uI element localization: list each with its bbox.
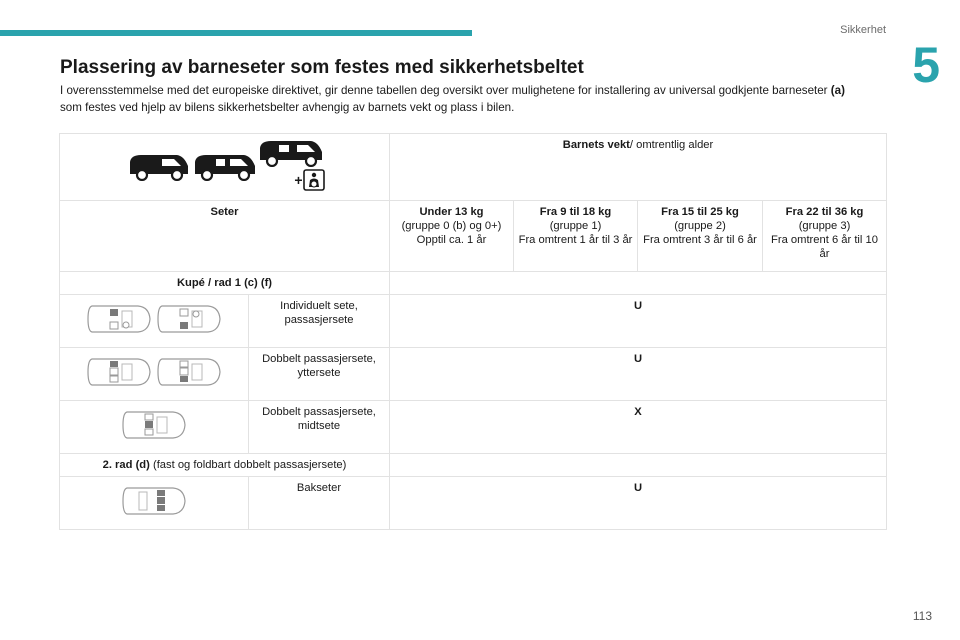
group-number: (gruppe 0 (b) og 0+) <box>401 220 502 232</box>
seats-header-cell <box>60 201 390 272</box>
seat-value: X <box>634 406 642 418</box>
seat-value: U <box>633 300 643 312</box>
seat-label-cell <box>249 401 390 454</box>
seat-label-cell <box>249 348 390 401</box>
header-accent-bar <box>0 30 472 36</box>
group-weight: Under 13 kg <box>419 206 484 218</box>
table-row <box>60 348 887 401</box>
group-age: Opptil ca. 1 år <box>416 234 487 246</box>
seat-figure-cell <box>60 477 249 530</box>
car-topview-icon <box>86 302 152 336</box>
seat-figure-cell <box>60 401 249 454</box>
group-weight: Fra 9 til 18 kg <box>539 206 612 218</box>
seat-value: U <box>633 482 643 494</box>
group-number: (gruppe 2) <box>674 220 726 232</box>
airbag-warning-icon <box>303 169 325 191</box>
section-row-2-bold: 2. rad (d) <box>102 459 150 471</box>
section-row-1 <box>60 272 390 295</box>
seat-value-cell <box>390 295 887 348</box>
group-weight: Fra 15 til 25 kg <box>661 206 739 218</box>
seats-label: Seter <box>210 206 239 218</box>
seat-figure-cell <box>60 295 249 348</box>
group-header-0 <box>390 201 514 272</box>
seat-value-cell <box>390 401 887 454</box>
van-short-icon <box>127 149 191 181</box>
car-topview-icon <box>121 408 187 442</box>
seat-label: Individuelt sete, passasjersete <box>280 300 358 326</box>
group-header-1 <box>514 201 638 272</box>
page-title: Plassering av barneseter som festes med sikkerhetsbeltet <box>60 57 584 78</box>
car-topview-icon <box>121 484 187 518</box>
seat-value-cell <box>390 477 887 530</box>
seat-label: Dobbelt passasjersete, midtsete <box>262 406 376 432</box>
car-topview-icon <box>86 355 152 389</box>
group-number: (gruppe 3) <box>798 220 851 232</box>
seat-label: Dobbelt passasjersete, yttersete <box>262 353 376 379</box>
group-age: Fra omtrent 3 år til 6 år <box>643 234 757 246</box>
group-header-2 <box>638 201 763 272</box>
intro-footnote-ref: (a) <box>830 84 845 97</box>
table-row <box>60 295 887 348</box>
chapter-number: 5 <box>912 37 940 93</box>
section-row-2 <box>60 454 390 477</box>
section-row-2-rest: (fast og foldbart dobbelt passasjersete) <box>152 459 347 471</box>
vehicle-variants-cell <box>60 134 390 201</box>
intro-text-2: som festes ved hjelp av bilens sikkerhetsbelter avhengig av barnets vekt og plass i bilen. <box>60 101 515 114</box>
weight-header-rest: / omtrentlig alder <box>629 139 714 151</box>
page-number: 113 <box>912 609 932 623</box>
intro-paragraph <box>60 82 890 116</box>
plus-icon: + <box>294 172 303 188</box>
table-row <box>60 477 887 530</box>
seat-label-cell <box>249 295 390 348</box>
child-seat-table <box>59 133 887 530</box>
van-long-icon <box>259 135 323 167</box>
seat-label-cell <box>249 477 390 530</box>
seat-figure-cell <box>60 348 249 401</box>
group-age: Fra omtrent 6 år til 10 år <box>771 234 878 260</box>
intro-text-1: I overensstemmelse med det europeiske direktivet, gir denne tabellen deg oversikt over mulighetene for installering av universal godkjente barneseter <box>60 84 828 97</box>
group-weight: Fra 22 til 36 kg <box>785 206 864 218</box>
car-topview-icon <box>156 302 222 336</box>
seat-label: Bakseter <box>296 482 342 494</box>
weight-header-bold: Barnets vekt <box>562 139 630 151</box>
van-medium-icon <box>193 149 257 181</box>
table-row <box>60 401 887 454</box>
weight-header-cell <box>390 134 887 201</box>
section-row-1-label: Kupé / rad 1 (c) (f) <box>176 277 273 289</box>
vehicle-icons <box>127 149 323 188</box>
seat-value-cell <box>390 348 887 401</box>
group-age: Fra omtrent 1 år til 3 år <box>518 234 633 246</box>
group-number: (gruppe 1) <box>549 220 602 232</box>
section-name: Sikkerhet <box>840 24 886 36</box>
group-header-3 <box>763 201 887 272</box>
car-topview-icon <box>156 355 222 389</box>
seat-value: U <box>633 353 643 365</box>
